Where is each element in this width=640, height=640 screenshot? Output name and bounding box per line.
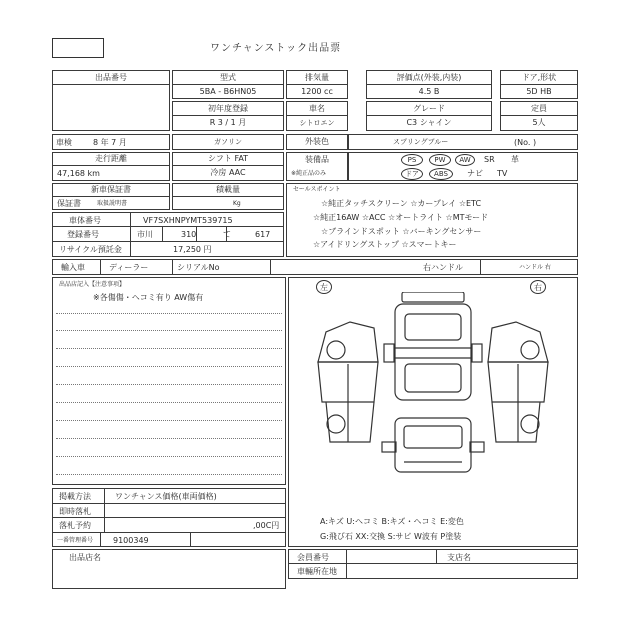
warranty-row [52, 196, 170, 210]
label-model: 型式 [172, 70, 284, 85]
doors-value: 5D HB [500, 84, 578, 99]
label-store: 出品店名 [69, 553, 101, 562]
shift-value: シフト FAT [172, 152, 284, 166]
import-dealer: ディーラー [109, 263, 149, 272]
label-recycle: リサイクル預託金 [59, 245, 122, 254]
grade-value: C3 シャイン [366, 115, 492, 131]
sale-point-4: ☆アイドリングストップ ☆スマートキー [313, 240, 457, 249]
label-owner: 車輛所在地 [297, 567, 337, 576]
color-value: スプリングブルー [393, 138, 449, 146]
equip-abs: ABS [429, 168, 453, 180]
import-row [52, 259, 578, 275]
equip-door: ドア [401, 168, 423, 180]
label-equipment: 装備品 [305, 155, 329, 164]
diagram-right-marker: 右 [530, 280, 546, 294]
label-capacity-load: 積載量 [172, 183, 284, 197]
label-rating: 評価点(外装,内装) [366, 70, 492, 85]
car-name-value: シトロエン [286, 115, 348, 131]
recycle-value: 17,250 円 [173, 245, 212, 254]
sale-points-box [286, 183, 578, 257]
label-member-no: 一番管理番号 [57, 537, 94, 544]
store-name-box [52, 549, 286, 589]
label-mileage: 走行距離 [52, 152, 170, 166]
equip-navi: ナビ [467, 169, 483, 178]
equip-aw: AW [455, 154, 475, 166]
equip-pw: PW [429, 154, 451, 166]
plate-no: 617 [255, 230, 271, 239]
label-plate: 登録番号 [67, 230, 99, 239]
price-row [52, 517, 286, 533]
notes-line-1: ※各傷傷・ヘコミ有り AW傷有 [93, 293, 204, 302]
label-warranty: 保証書 [57, 199, 81, 208]
rating-value: 4.5 B [366, 84, 492, 99]
instant-row [52, 503, 286, 518]
import-handle: ハンドル 右 [519, 264, 551, 271]
mileage-value: 47,168 km [57, 169, 100, 178]
plate-row [52, 226, 284, 242]
chassis-row [52, 212, 284, 227]
label-grade: グレード [366, 101, 492, 116]
diagram-left-marker: 左 [316, 280, 332, 294]
capacity-load-cell [172, 196, 284, 210]
car-damage-diagram [300, 292, 566, 492]
label-stock-no: 出品番号 [52, 70, 170, 85]
ac-value: 冷房 AAC [172, 165, 284, 181]
label-capacity: 定員 [500, 101, 578, 116]
label-doors: ドア,形状 [500, 70, 578, 85]
sale-point-2: ☆純正16AW ☆ACC ☆オートライト ☆MTモード [313, 213, 489, 222]
member-no-value: 9100349 [113, 536, 149, 545]
first-reg-value: R 3 / 1 月 [172, 115, 284, 131]
owner-location-row [288, 563, 578, 579]
label-car-name: 車名 [286, 101, 348, 116]
notes-box [52, 277, 286, 485]
label-manual: 取扱説明書 [97, 200, 128, 207]
legend-line-1: A:キズ U:ヘコミ B:キズ・ヘコミ E:変色 [320, 517, 464, 526]
label-first-reg: 初年度登録 [172, 101, 284, 116]
model-value: 5BA - B6HN05 [172, 84, 284, 99]
sale-point-1: ☆純正タッチスクリーン ☆カープレイ ☆ETC [321, 199, 482, 208]
equipment-cell [348, 152, 578, 181]
price-value: ,00C円 [253, 521, 280, 530]
label-displacement: 排気量 [286, 70, 348, 85]
fuel-value: ガソリン [172, 134, 284, 150]
equip-tv: TV [497, 169, 508, 178]
label-import: 輸入車 [61, 263, 85, 272]
label-member-num: 会員番号 [297, 553, 329, 562]
inspection-label: 車検 [56, 138, 72, 147]
sale-points-label: セールスポイント [293, 186, 341, 193]
equipment-note: ※純正品のみ [291, 170, 327, 177]
equip-ps: PS [401, 154, 423, 166]
capacity-value: 5人 [500, 115, 578, 131]
plate-num: 310 [181, 230, 197, 239]
method-value: ワンチャンス価格(車両価格) [115, 492, 217, 501]
inspection-value: 8 年 7 月 [93, 138, 127, 147]
capacity-unit: Kg [233, 200, 241, 207]
label-method: 掲載方法 [59, 492, 91, 501]
sale-point-3: ☆ブラインドスポット ☆バーキングセンサー [321, 227, 482, 236]
method-row [52, 488, 286, 504]
label-new-warranty: 新車保証書 [52, 183, 170, 197]
mileage-value-cell [52, 165, 170, 181]
recycle-row [52, 241, 284, 257]
equip-sr: SR [484, 155, 495, 164]
import-serial: シリアルNo [177, 263, 220, 272]
legend-line-2: G:飛び石 XX:交換 S:サビ W波有 P塗装 [320, 532, 462, 541]
equipment-label-cell [286, 152, 348, 181]
plate-area: 市川 [137, 230, 153, 239]
color-cell [348, 134, 578, 150]
page-title: ワンチャンストック出品票 [210, 43, 342, 54]
member-num-row [288, 549, 578, 564]
label-branch: 支店名 [447, 553, 471, 562]
label-instant: 即時落札 [59, 507, 91, 516]
equip-leather: 革 [511, 155, 519, 164]
inspection-cell [52, 134, 170, 150]
member-no-row [52, 532, 286, 547]
plate-kana: て [223, 230, 231, 239]
color-no: (No. ) [514, 138, 537, 147]
label-chassis: 車体番号 [69, 216, 101, 225]
import-steering: 右ハンドル [423, 263, 463, 272]
displacement-value: 1200 cc [286, 84, 348, 99]
stock-no-cell [52, 84, 170, 131]
label-color: 外装色 [286, 134, 348, 150]
notes-title: 出品店記入【注意事項】 [59, 281, 126, 288]
stamp-box [52, 38, 104, 58]
chassis-value: VF7SXHNPYMT539715 [143, 216, 233, 225]
label-price: 落札予約 [59, 521, 91, 530]
